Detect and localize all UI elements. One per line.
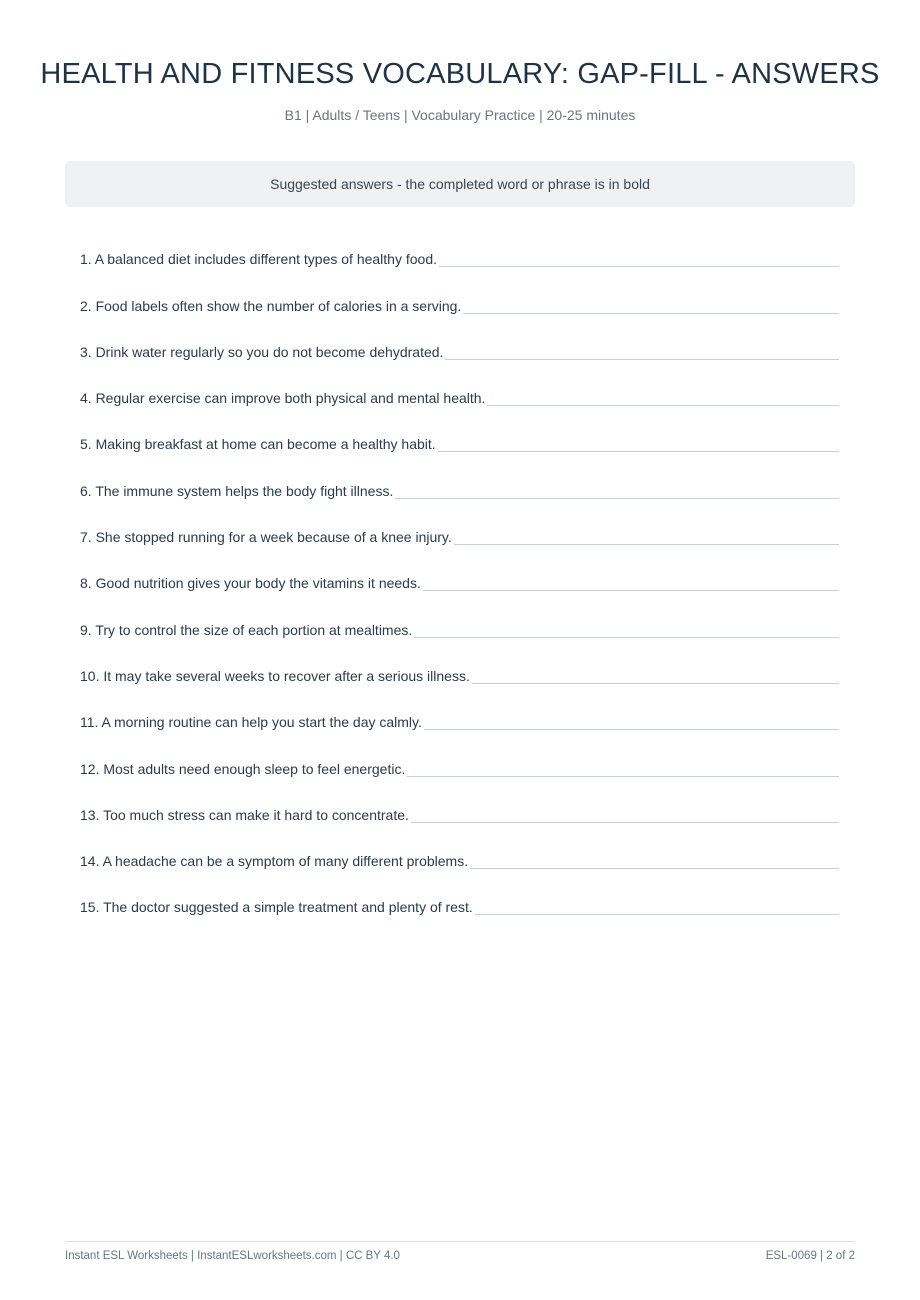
answer-text: 14. A headache can be a symptom of many different problems.	[80, 853, 469, 870]
footer-credit: Instant ESL Worksheets | InstantESLworksheets.com | CC BY 4.0	[65, 1250, 400, 1262]
answers-note-box	[65, 161, 855, 207]
answer-text: 13. Too much stress can make it hard to concentrate.	[80, 806, 409, 823]
answer-item	[80, 518, 839, 564]
answer-text: 12. Most adults need enough sleep to feel energetic.	[80, 760, 406, 777]
answer-text: 9. Try to control the size of each portion at mealtimes.	[80, 621, 413, 638]
page-subtitle: B1 | Adults / Teens | Vocabulary Practice | 20-25 minutes	[284, 107, 636, 123]
answer-text: 3. Drink water regularly so you do not become dehydrated.	[80, 343, 444, 360]
answer-item	[80, 471, 839, 517]
answer-text: 7. She stopped running for a week because of a knee injury.	[80, 529, 452, 546]
answer-text: 8. Good nutrition gives your body the vitamins it needs.	[80, 575, 421, 592]
answer-item	[80, 333, 839, 379]
answer-item	[80, 286, 839, 332]
answer-text: 15. The doctor suggested a simple treatment and plenty of rest.	[80, 899, 473, 916]
answer-list	[80, 240, 839, 934]
answer-item	[80, 796, 839, 842]
answer-text: 5. Making breakfast at home can become a healthy habit.	[80, 436, 436, 453]
answer-item	[80, 888, 839, 934]
answers-note-text: Suggested answers - the completed word or phrase is in bold	[270, 176, 650, 192]
answer-item	[80, 703, 839, 749]
answer-text: 1. A balanced diet includes different types of healthy food.	[80, 251, 437, 268]
answer-item	[80, 240, 839, 286]
answer-item	[80, 610, 839, 656]
footer-divider	[65, 1241, 855, 1242]
answer-item	[80, 657, 839, 703]
answer-text: 11. A morning routine can help you start the day calmly.	[80, 714, 422, 731]
answer-item	[80, 379, 839, 425]
answer-item	[80, 425, 839, 471]
answer-text: 4. Regular exercise can improve both physical and mental health.	[80, 390, 486, 407]
answer-item	[80, 564, 839, 610]
answer-text: 10. It may take several weeks to recover after a serious illness.	[80, 667, 470, 684]
footer-page-number: ESL-0069 | 2 of 2	[765, 1250, 855, 1262]
answer-item	[80, 842, 839, 888]
answer-text: 2. Food labels often show the number of calories in a serving.	[80, 297, 462, 314]
answer-text: 6. The immune system helps the body fight illness.	[80, 482, 394, 499]
answer-item	[80, 749, 839, 795]
page-title: HEALTH AND FITNESS VOCABULARY: GAP-FILL - ANSWERS	[40, 58, 880, 90]
